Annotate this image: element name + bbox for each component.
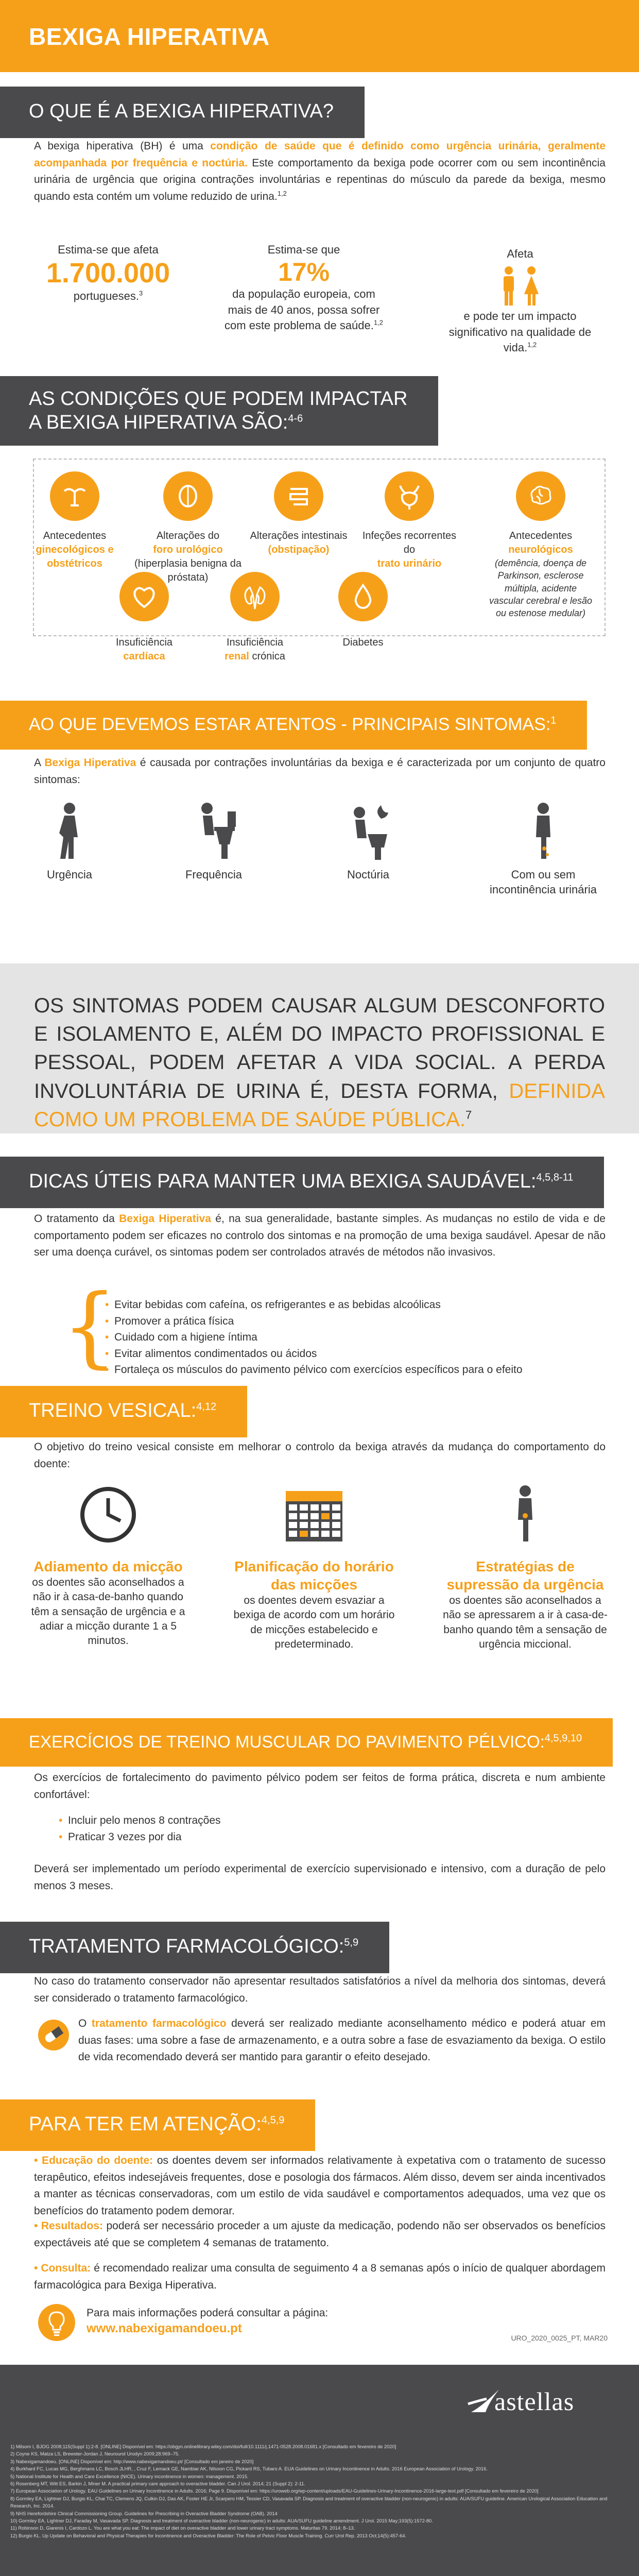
symptom-nocturia: Noctúria [330, 801, 407, 882]
attention-consult: • Consulta: é recomendado realizar uma consulta de seguimento 4 a 8 semanas após o início de qualquer abordagem farmacológica para Bexiga Hiperativa. [34, 2262, 606, 2291]
training-suppression: Estratégias de supressão da urgência os doentes são aconselhados a não se apressarem a ir à casa-de-banho quando têm a sensação de urgência miccional. [443, 1484, 608, 1652]
section-conditions [0, 376, 438, 446]
incontinence-person-icon [517, 801, 569, 863]
reference-item: 4) Burkhard FC, Lucas MG, Berghmans LC, Bosch JLHR, , Cruz F, Lemack GE, Nambiar AK, Nilsson CG, Pickard RS, Tubaro A. EUA Guidelines on Urinary Incontinence in Adults. 2016 European Association of Urology. 2016. [10, 2466, 488, 2472]
page-header [0, 0, 639, 72]
training-schedule: Planificação do horário das micções os doentes devem esvaziar a bexiga de acordo com um horário de micções estabelecido e predeterminado. [227, 1484, 402, 1652]
tip-item: • Evitar alimentos condimentados ou ácidos [103, 1346, 618, 1362]
condition-cardiac: Insuficiência cardíaca [90, 572, 198, 664]
condition-neurological: Antecedentes neurológicos (demência, doença de Parkinson, esclerose múltipla, acidente vascular cerebral e lesão ou estenose medular) [487, 471, 595, 619]
condition-urinary-tract: Infeções recorrentes do trato urinário [355, 471, 463, 571]
tip-item: • Promover a prática física [103, 1313, 618, 1330]
footer [0, 2365, 639, 2576]
night-toilet-icon [340, 801, 396, 863]
bladder-training-intro: O objetivo do treino vesical consiste em melhorar o controlo da bexiga através da mudança do comportamento do doente: [34, 1441, 606, 1470]
reference-item: 2) Coyne KS, Matza LS, Brewster-Jordan J, Neurourol Urodyn 2009;28:969–75. [10, 2451, 180, 2457]
section-title-conditions: AS CONDIÇÕES QUE PODEM IMPACTAR A BEXIGA HIPERATIVA SÃO:$^{4-6}$ [0, 376, 438, 446]
section-title-tips: DICAS ÚTEIS PARA MANTER UMA BEXIGA SAUDÁVEL:$^{4,5,8-11}$ [0, 1157, 604, 1208]
toilet-person-icon [185, 801, 242, 863]
attention-education: • Educação do doente: os doentes devem ser informados relativamente à expetativa com o tratamento de sucesso terapêutico, efeitos indesejáveis frequentes, dose e posologia dos fármacos. Além disso, devem ser ainda incentivados a manter as técnicas conservadoras, com um estilo de vida saudável e comportamentos adequados, uma vez que os benefícios do tratamento podem demorar. [34, 2155, 606, 2217]
symptom-incontinence: Com ou sem incontinência urinária [479, 801, 608, 897]
stat-quality-of-life: Afeta e pode ter um impacto significativo na qualidade de vida.$^{1,2}$ [448, 247, 592, 354]
more-info-text: Para mais informações poderá consultar a página: [87, 2307, 329, 2319]
section-title-symptoms: AO QUE DEVEMOS ESTAR ATENTOS - PRINCIPAIS SINTOMAS:$^1$ [0, 701, 587, 750]
intestine-icon [274, 471, 323, 521]
pelvic-floor-intro: Os exercícios de fortalecimento do pavimento pélvico podem ser feitos de forma prática, discreta e num ambiente confortável: [34, 1772, 606, 1801]
training-delay: Adiamento da micção os doentes são aconselhados a não ir à casa-de-banho quando têm a sensação de urgência e a adiar a micção durante 1 a 5 minutos. [26, 1484, 191, 1649]
standing-person-icon [505, 1484, 546, 1546]
reference-item: 3) Nabexigamandoeu. [ONLINE] Disponível em: http://www.nabexigamandoeu.pt/ [Consultado em janeiro de 2020] [10, 2459, 254, 2464]
section-title-pharma: TRATAMENTO FARMACOLÓGICO:$^{5,9}$ [0, 1922, 389, 1973]
section-title-bladder-training: TREINO VESICAL:$^{4,12}$ [0, 1386, 247, 1437]
reference-item: 7) European Association of Urology. EAU Guidelines on Urinary Incontinence in Adults. 2016; Page 9. Disponível em: https://uroweb.org/wp-content/uploads/EAU-Guidelines-Urinary-Incontinence-2016-large-text.pdf [Consultado em fevereiro de 2020] [10, 2488, 539, 2494]
pelvic-item: • Incluir pelo menos 8 contrações [57, 1812, 366, 1829]
reference-item: 8) Gormley EA, Lightner DJ, Burgio KL, Chai TC, Clemens JQ, Culkin DJ, Das AK, Foster HE Jr, Scarpero HM, Tessier CD, Vasavada SP. Diagnosis and treatment of overactive bladder (non-neurogenic) in adults: AUA/SUFU guideline. American Urological Association Education and Research, Inc. 2014. [10, 2496, 608, 2509]
section-attention [0, 2099, 315, 2151]
attention-results: • Resultados: poderá ser necessário proceder a um ajuste da medicação, podendo não ser observados os benefícios expectáveis até que se completem 4 semanas de tratamento. [34, 2220, 606, 2249]
reference-item: 10) Gormley EA, Lightner DJ, Faraday M, Vasavada SP. Diagnosis and treatment of overactive bladder (non-neurogenic) in adults: AUA/SUFU guideline amendment. J Urol. 2015 May;193(5):1572-80. [10, 2518, 433, 2524]
document-code: URO_2020_0025_PT, MAR20 [511, 2334, 608, 2342]
lightbulb-icon [37, 2303, 76, 2342]
public-health-quote: OS SINTOMAS PODEM CAUSAR ALGUM DESCONFORTO E ISOLAMENTO E, ALÉM DO IMPACTO PROFISSIONAL E PESSOAL, PODEM AFETAR A VIDA SOCIAL. A PERDA INVOLUNTÁRIA DE URINA É, DESTA FORMA, DEFINIDA COMO UM PROBLEMA DE SAÚDE PÚBLICA.$^7$ [0, 963, 639, 1133]
pelvic-floor-list [57, 1812, 366, 1845]
reference-item: 12) Burgio KL. Up Update on Behavioral and Physical Therapies for Incontinence and Overactive Bladder: The Role of Pelvic Floor Muscle Training. Curr Urol Rep. 2013 Oct;14(5):457-64. [10, 2533, 407, 2538]
pharma-paragraph-1: No caso do tratamento conservador não apresentar resultados satisfatórios a nível da melhoria dos sintomas, deverá ser considerado o tratamento farmacológico. [34, 1975, 606, 2004]
tips-list [103, 1297, 618, 1378]
section-title-pelvic-floor: EXERCÍCIOS DE TREINO MUSCULAR DO PAVIMENTO PÉLVICO:$^{4,5,9,10}$ [0, 1718, 613, 1767]
stat-europe: Estima-se que 17% da população europeia, com mais de 40 anos, possa sofrer com este problema de saúde.$^{1,2}$ [224, 243, 383, 332]
uterus-icon [50, 471, 99, 521]
condition-diabetes: Diabetes [309, 572, 417, 650]
condition-renal: Insuficiência renal crónica [201, 572, 309, 664]
symptoms-intro: A Bexiga Hiperativa é causada por contrações involuntárias da bexiga e é caracterizada por um conjunto de quatro sintomas: [34, 757, 606, 786]
clock-icon [77, 1484, 139, 1546]
section-what-is [0, 87, 365, 138]
section-title-what-is: O QUE É A BEXIGA HIPERATIVA? [0, 87, 365, 138]
stat-portugal: Estima-se que afeta 1.700.000 portugueses.$^3$ [46, 243, 170, 303]
drop-icon [338, 572, 388, 621]
section-tips [0, 1157, 604, 1208]
reference-item: 11) Robinson D, Giarenis I, Cardozo L. You are what you eat: The impact of diet on overactive bladder and lower urinary tract symptoms. Maturitas 79. 2014; 8–13. [10, 2526, 355, 2531]
reference-item: 6) Rosenberg MT, Witt ES, Barkin J, Miner M. A practical primary care approach to overactive bladder. Can J Urol. 2014; 21 (Suppl 2): 2-11. [10, 2481, 305, 2487]
section-bladder-training [0, 1386, 247, 1437]
section-pelvic-floor [0, 1718, 613, 1767]
section-pharma [0, 1922, 389, 1973]
tip-item: • Fortaleça os músculos do pavimento pélvico com exercícios específicos para o efeito [103, 1362, 618, 1378]
calendar-icon [281, 1484, 348, 1546]
pelvic-item: • Praticar 3 vezes por dia [57, 1829, 366, 1845]
tips-paragraph: O tratamento da Bexiga Hiperativa é, na sua generalidade, bastante simples. As mudanças no estilo de vida e de comportamento podem ser eficazes no controlo dos sintomas e na promoção de uma bexiga saudável. Apesar de não ser uma doença curável, os sintomas podem ser controlados através de métodos não invasivos. [34, 1213, 606, 1259]
condition-intestinal: Alterações intestinais (obstipação) [245, 471, 353, 557]
what-is-paragraph: A bexiga hiperativa (BH) é uma condição de saúde que é definido como urgência urinária, geralmente acompanhada por frequência e noctúria. Este comportamento da bexiga pode ocorrer com ou sem incontinência urinária de urgência que origina contrações involuntárias e repentinas do músculo da parede da bexiga, mesmo quando esta contém um volume reduzido de urina.$^{1,2}$ [34, 140, 606, 202]
section-title-attention: PARA TER EM ATENÇÃO:$^{4,5,9}$ [0, 2099, 315, 2151]
kidney-icon [230, 572, 280, 621]
prostate-icon [163, 471, 213, 521]
tip-item: • Cuidado com a higiene íntima [103, 1329, 618, 1346]
condition-gynecological: Antecedentes ginecológicos e obstétricos [21, 471, 129, 571]
brain-icon [516, 471, 565, 521]
website-link[interactable]: www.nabexigamandoeu.pt [87, 2321, 242, 2335]
astellas-logo: astellas [494, 2387, 575, 2416]
pharma-paragraph-2: O tratamento farmacológico deverá ser realizado mediante aconselhamento médico e poderá atuar em duas fases: uma sobre a fase de armazenamento, e a outra sobre a fase de esvaziamento da bexiga. O estilo de vida recomendado deverá ser mantido para garantir o efeito desejado. [78, 2018, 606, 2063]
pill-icon [37, 2019, 70, 2052]
symptom-urgency: Urgência [31, 801, 108, 882]
brace-decoration: { [62, 1276, 118, 1378]
reference-item: 9) NHS Herefordshire Clinical Commissioning Group. Guidelines for Prescribing in Overactive Bladder Syndrome (OAB). 2014 [10, 2511, 278, 2516]
heart-icon [119, 572, 169, 621]
urgency-person-icon [44, 801, 95, 863]
condition-urological: Alterações do foro urológico (hiperplasia benigna da próstata) [134, 471, 242, 585]
reference-item: 5) National Institute for Health and Care Excellence (NICE). Urinary incontinence in women: management. 2015. [10, 2473, 249, 2479]
references-list [10, 2443, 628, 2539]
symptom-frequency: Frequência [170, 801, 257, 882]
reference-item: 1) Milsom I, BJOG 2008;115(Suppl 1):2-8. [ONLINE] Disponível em: https://obgyn.onlinelibrary.wiley.com/doi/full/10.1111/j.1471-0528.2008.01681.x [Consultado em fevereiro de 2020] [10, 2444, 396, 2449]
bladder-icon [385, 471, 434, 521]
section-symptoms [0, 701, 587, 750]
man-woman-icon [489, 265, 551, 307]
page-title: BEXIGA HIPERATIVA [29, 23, 270, 50]
tip-item: • Evitar bebidas com cafeína, os refrigerantes e as bebidas alcoólicas [103, 1297, 618, 1313]
pelvic-floor-period: Deverá ser implementado um período experimental de exercício supervisionado e intensivo, com a duração de pelo menos 3 meses. [34, 1863, 606, 1892]
